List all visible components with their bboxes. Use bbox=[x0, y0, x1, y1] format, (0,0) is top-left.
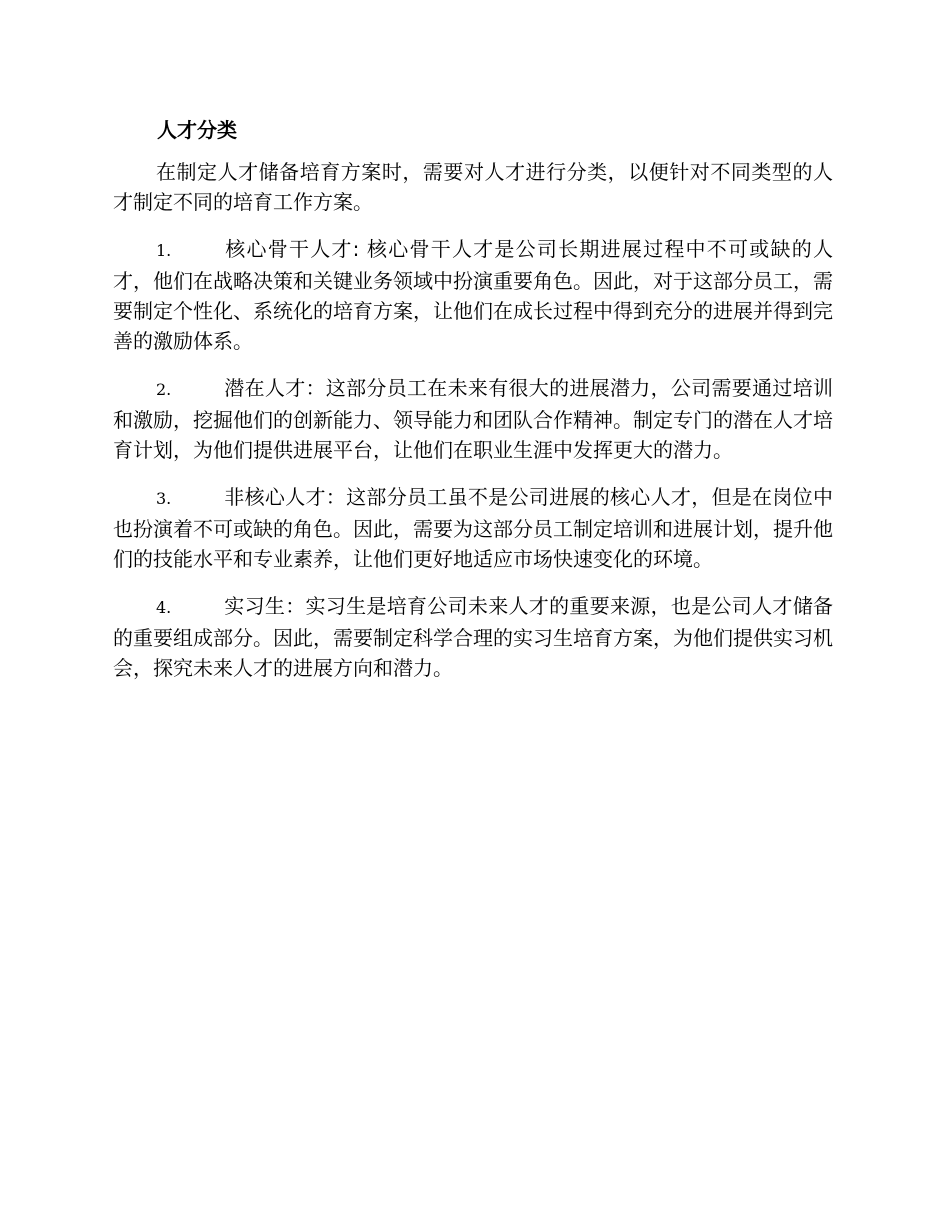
list-item-non-core-talent bbox=[113, 482, 833, 574]
document-page bbox=[113, 110, 833, 700]
list-item-potential-talent bbox=[113, 373, 833, 465]
list-item-intern bbox=[113, 591, 833, 683]
list-item-text: 潜在人才：这部分员工在未来有很大的进展潜力，公司需要通过培训和激励，挖掘他们的创新能力、领导能力和团队合作精神。制定专门的潜在人才培育计划，为他们提供进展平台，让他们在职业生涯中发挥更大的潜力。 bbox=[113, 376, 833, 462]
list-number: 3. bbox=[156, 489, 172, 508]
intro-paragraph: 在制定人才储备培育方案时，需要对人才进行分类，以便针对不同类型的人才制定不同的培育工作方案。 bbox=[113, 160, 833, 214]
list-item-core-talent bbox=[113, 234, 833, 356]
list-number: 2. bbox=[156, 380, 172, 399]
list-number: 4. bbox=[156, 598, 172, 617]
list-item-text: 非核心人才：这部分员工虽不是公司进展的核心人才，但是在岗位中也扮演着不可或缺的角色。因此，需要为这部分员工制定培训和进展计划，提升他们的技能水平和专业素养，让他们更好地适应市场快速变化的环境。 bbox=[113, 485, 833, 571]
list-item-text: 核心骨干人才: 核心骨干人才是公司长期进展过程中不可或缺的人才，他们在战略决策和关键业务领域中扮演重要角色。因此，对于这部分员工，需要制定个性化、系统化的培育方案，让他们在成长过程中得到充分的进展并得到完善的激励体系。 bbox=[113, 237, 833, 353]
section-heading: 人才分类 bbox=[157, 118, 237, 142]
list-item-text: 实习生：实习生是培育公司未来人才的重要来源，也是公司人才储备的重要组成部分。因此，需要制定科学合理的实习生培育方案，为他们提供实习机会，探究未来人才的进展方向和潜力。 bbox=[113, 594, 833, 680]
list-number: 1. bbox=[156, 241, 172, 260]
